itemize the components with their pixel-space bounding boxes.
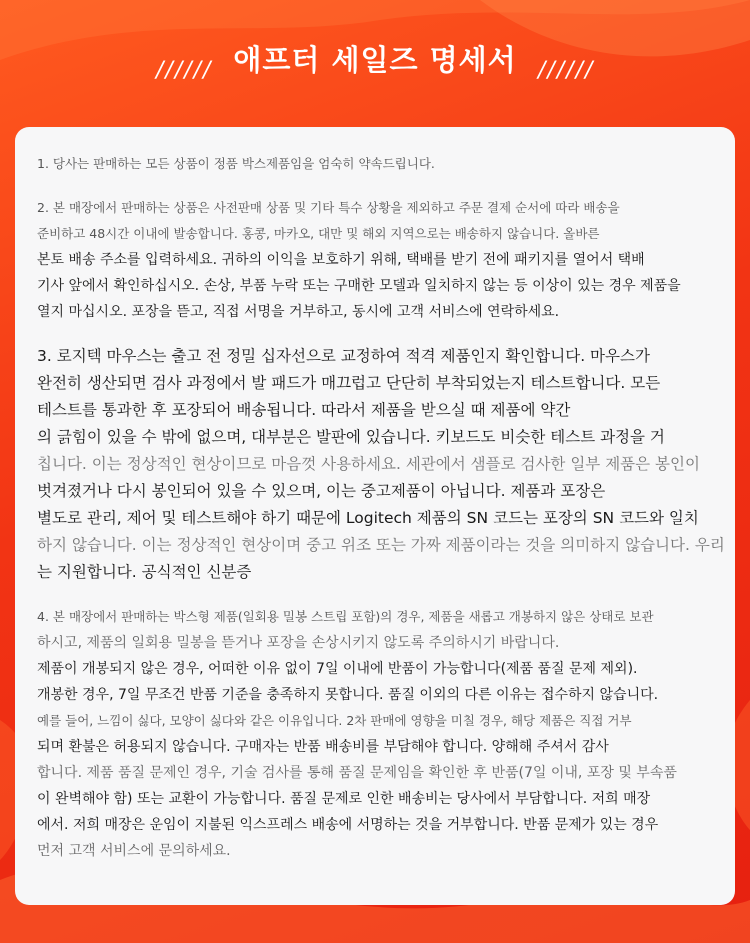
header (0, 0, 750, 120)
paragraph-line: 준비하고 48시간 이내에 발송합니다. 홍콩, 마카오, 대만 및 해외 지역으로는 배송하지 않습니다. 올바른 (37, 226, 600, 241)
paragraph-line: 이 완벽해야 함) 또는 교환이 가능합니다. 품질 문제로 인한 배송비는 당사에서 부담합니다. 저희 매장 (37, 791, 651, 807)
section-4 (37, 604, 715, 864)
statement-card (15, 127, 735, 905)
paragraph-line: 본토 배송 주소를 입력하세요. 귀하의 이익을 보호하기 위해, 택배를 받기 전에 패키지를 열어서 택배 (37, 252, 645, 268)
section-1 (37, 151, 715, 177)
paragraph-line: 1. 당사는 판매하는 모든 상품이 정품 박스제품임을 엄숙히 약속드립니다. (37, 156, 435, 171)
section-2 (37, 195, 715, 325)
section-3 (37, 343, 725, 586)
paragraph-line: 에서. 저희 매장은 운임이 지불된 익스프레스 배송에 서명하는 것을 거부합니다. 반품 문제가 있는 경우 (37, 817, 659, 833)
paragraph-line: 2. 본 매장에서 판매하는 상품은 사전판매 상품 및 기타 특수 상황을 제외하고 주문 결제 순서에 따라 배송을 (37, 200, 620, 215)
paragraph-line: 하지 않습니다. 이는 정상적인 현상이며 중고 위조 또는 가짜 제품이라는 것을 의미하지 않습니다. 우리 (37, 536, 725, 554)
paragraph-line: 먼저 고객 서비스에 문의하세요. (37, 843, 231, 859)
paragraph-line: 칩니다. 이는 정상적인 현상이므로 마음껏 사용하세요. 세관에서 샘플로 검사한 일부 제품은 봉인이 (37, 455, 700, 473)
paragraph-line: 벗겨졌거나 다시 봉인되어 있을 수 있으며, 이는 중고제품이 아닙니다. 제품과 포장은 (37, 482, 606, 500)
paragraph-line: 되며 환불은 허용되지 않습니다. 구매자는 반품 배송비를 부담해야 합니다. 양해해 주셔서 감사 (37, 739, 609, 755)
paragraph-line: 테스트를 통과한 후 포장되어 배송됩니다. 따라서 제품을 받으실 때 제품에 약간 (37, 401, 571, 419)
decorative-slashes-right: ////// (538, 58, 595, 83)
paragraph-line: 제품이 개봉되지 않은 경우, 어떠한 이유 없이 7일 이내에 반품이 가능합니다(제품 품질 문제 제외). (37, 661, 638, 677)
paragraph-line: 기사 앞에서 확인하십시오. 손상, 부품 누락 또는 구매한 모델과 일치하지 않는 등 이상이 있는 경우 제품을 (37, 278, 681, 294)
paragraph-line: 하시고, 제품의 일회용 밀봉을 뜯거나 포장을 손상시키지 않도록 주의하시기 바랍니다. (37, 635, 560, 651)
paragraph-line: 는 지원합니다. 공식적인 신분증 (37, 563, 252, 581)
paragraph-line: 예를 들어, 느낌이 싫다, 모양이 싫다와 같은 이유입니다. 2차 판매에 영향을 미칠 경우, 해당 제품은 직접 거부 (37, 713, 632, 728)
paragraph-line: 완전히 생산되면 검사 과정에서 발 패드가 매끄럽고 단단히 부착되었는지 테스트합니다. 모든 (37, 374, 661, 392)
paragraph-line: 합니다. 제품 품질 문제인 경우, 기술 검사를 통해 품질 문제임을 확인한 후 반품(7일 이내, 포장 및 부속품 (37, 765, 677, 781)
paragraph-line: 4. 본 매장에서 판매하는 박스형 제품(일회용 밀봉 스트립 포함)의 경우, 제품을 새롭고 개봉하지 않은 상태로 보관 (37, 609, 654, 624)
paragraph-line: 열지 마십시오. 포장을 뜯고, 직접 서명을 거부하고, 동시에 고객 서비스에 연락하세요. (37, 304, 560, 320)
decorative-slashes-left: ////// (156, 58, 213, 83)
paragraph-line: 의 긁힘이 있을 수 밖에 없으며, 대부분은 발판에 있습니다. 키보드도 비슷한 테스트 과정을 거 (37, 428, 665, 446)
paragraph-line: 별도로 관리, 제어 및 테스트해야 하기 때문에 Logitech 제품의 SN 코드는 포장의 SN 코드와 일치 (37, 509, 699, 527)
page-title: 애프터 세일즈 명세서 (233, 43, 517, 77)
paragraph-line: 3. 로지텍 마우스는 출고 전 정밀 십자선으로 교정하여 적격 제품인지 확인합니다. 마우스가 (37, 347, 650, 365)
paragraph-line: 개봉한 경우, 7일 무조건 반품 기준을 충족하지 못합니다. 품질 이외의 다른 이유는 접수하지 않습니다. (37, 687, 659, 703)
